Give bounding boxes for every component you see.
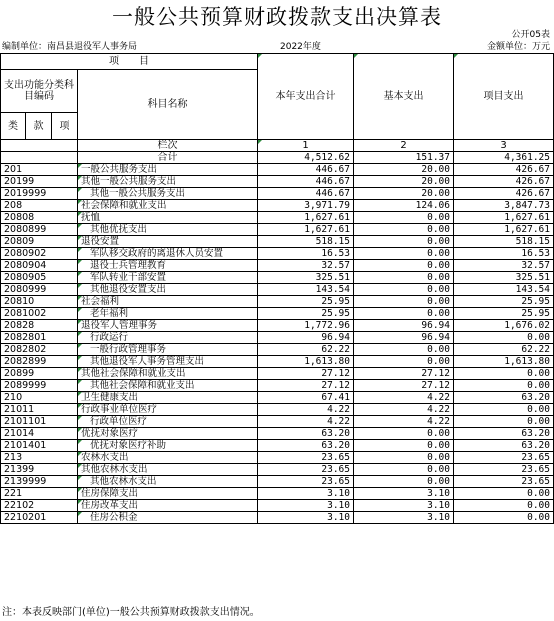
row-basic: 3.10 <box>354 512 454 524</box>
row-code: 2019999 <box>1 188 78 200</box>
row-name: 退役士兵管理教育 <box>78 260 258 272</box>
row-project: 426.67 <box>454 188 554 200</box>
row-total: 23.65 <box>258 464 354 476</box>
table-row <box>1 284 554 296</box>
row-code: 2080902 <box>1 248 78 260</box>
header-kuan: 款 <box>26 113 52 140</box>
unit-label: 金额单位：万元 <box>486 42 550 52</box>
row-name: 退役安置 <box>78 236 258 248</box>
blank-cell <box>1 140 78 152</box>
row-total: 25.95 <box>258 308 354 320</box>
row-total: 143.54 <box>258 284 354 296</box>
row-code: 20809 <box>1 236 78 248</box>
row-basic: 0.00 <box>354 344 454 356</box>
header-code: 支出功能分类科目编码 <box>1 70 78 113</box>
row-total: 96.94 <box>258 332 354 344</box>
row-basic: 20.00 <box>354 164 454 176</box>
header-lei: 类 <box>1 113 26 140</box>
table-row <box>1 320 554 332</box>
row-basic: 0.00 <box>354 428 454 440</box>
row-code: 2080899 <box>1 224 78 236</box>
row-code: 2080904 <box>1 260 78 272</box>
row-project: 1,627.61 <box>454 224 554 236</box>
row-project: 32.57 <box>454 260 554 272</box>
row-project: 426.67 <box>454 164 554 176</box>
row-name: 农林水支出 <box>78 452 258 464</box>
row-total: 3.10 <box>258 488 354 500</box>
row-basic: 0.00 <box>354 224 454 236</box>
table-row <box>1 188 554 200</box>
table-row <box>1 440 554 452</box>
row-name: 其他农林水支出 <box>78 476 258 488</box>
row-basic: 0.00 <box>354 248 454 260</box>
row-code: 2210201 <box>1 512 78 524</box>
row-code: 221 <box>1 488 78 500</box>
total-project: 4,361.25 <box>454 152 554 164</box>
table-row <box>1 392 554 404</box>
col-index-2: 2 <box>354 140 454 152</box>
page-title: 一般公共预算财政拨款支出决算表 <box>112 5 442 29</box>
row-total: 27.12 <box>258 368 354 380</box>
row-basic: 27.12 <box>354 380 454 392</box>
row-total: 518.15 <box>258 236 354 248</box>
row-project: 426.67 <box>454 176 554 188</box>
row-basic: 0.00 <box>354 296 454 308</box>
row-name: 住房保障支出 <box>78 488 258 500</box>
row-project: 0.00 <box>454 500 554 512</box>
table-row <box>1 476 554 488</box>
row-code: 20808 <box>1 212 78 224</box>
row-project: 0.00 <box>454 488 554 500</box>
row-name: 军队移交政府的离退休人员安置 <box>78 248 258 260</box>
table-row <box>1 464 554 476</box>
row-total: 23.65 <box>258 452 354 464</box>
row-basic: 3.10 <box>354 488 454 500</box>
row-name: 社会福利 <box>78 296 258 308</box>
row-project: 23.65 <box>454 464 554 476</box>
row-project: 62.22 <box>454 344 554 356</box>
row-total: 4.22 <box>258 404 354 416</box>
col-index-1: 1 <box>258 140 354 152</box>
header-basic: 基本支出 <box>354 54 454 140</box>
row-basic: 0.00 <box>354 452 454 464</box>
row-project: 0.00 <box>454 368 554 380</box>
row-name: 退役军人管理事务 <box>78 320 258 332</box>
row-name: 社会保障和就业支出 <box>78 200 258 212</box>
row-project: 325.51 <box>454 272 554 284</box>
row-total: 16.53 <box>258 248 354 260</box>
row-project: 23.65 <box>454 452 554 464</box>
table-row <box>1 356 554 368</box>
row-name: 老年福利 <box>78 308 258 320</box>
row-project: 518.15 <box>454 236 554 248</box>
table-row <box>1 248 554 260</box>
row-project: 0.00 <box>454 332 554 344</box>
row-basic: 27.12 <box>354 368 454 380</box>
header-project-exp: 项目支出 <box>454 54 554 140</box>
table-row <box>1 212 554 224</box>
row-basic: 96.94 <box>354 320 454 332</box>
row-total: 1,627.61 <box>258 212 354 224</box>
table-row <box>1 380 554 392</box>
row-code: 208 <box>1 200 78 212</box>
total-basic: 151.37 <box>354 152 454 164</box>
row-code: 22102 <box>1 500 78 512</box>
row-basic: 0.00 <box>354 212 454 224</box>
row-basic: 124.06 <box>354 200 454 212</box>
year-label: 2022年度 <box>280 42 321 52</box>
row-name: 一般行政管理事务 <box>78 344 258 356</box>
col-index-3: 3 <box>454 140 554 152</box>
row-basic: 3.10 <box>354 500 454 512</box>
row-basic: 20.00 <box>354 176 454 188</box>
row-project: 0.00 <box>454 404 554 416</box>
row-basic: 20.00 <box>354 188 454 200</box>
row-total: 446.67 <box>258 188 354 200</box>
header-project: 项 目 <box>1 54 258 70</box>
row-total: 3.10 <box>258 512 354 524</box>
row-total: 3.10 <box>258 500 354 512</box>
table-row <box>1 308 554 320</box>
row-code: 2081002 <box>1 308 78 320</box>
row-total: 32.57 <box>258 260 354 272</box>
table-row <box>1 344 554 356</box>
row-total: 446.67 <box>258 164 354 176</box>
row-code: 213 <box>1 452 78 464</box>
total-label: 合计 <box>78 152 258 164</box>
table-row <box>1 488 554 500</box>
row-total: 446.67 <box>258 176 354 188</box>
row-code: 2089999 <box>1 380 78 392</box>
row-project: 1,676.02 <box>454 320 554 332</box>
org-label: 编制单位：南昌县退役军人事务局 <box>2 42 138 52</box>
row-code: 2080999 <box>1 284 78 296</box>
row-name: 优抚对象医疗补助 <box>78 440 258 452</box>
row-total: 325.51 <box>258 272 354 284</box>
table-row <box>1 224 554 236</box>
row-code: 2139999 <box>1 476 78 488</box>
row-code: 21014 <box>1 428 78 440</box>
row-project: 23.65 <box>454 476 554 488</box>
row-project: 0.00 <box>454 512 554 524</box>
row-code: 201 <box>1 164 78 176</box>
total-amount: 4,512.62 <box>258 152 354 164</box>
row-total: 27.12 <box>258 380 354 392</box>
table-row <box>1 404 554 416</box>
row-project: 1,627.61 <box>454 212 554 224</box>
row-project: 3,847.73 <box>454 200 554 212</box>
row-name: 住房改革支出 <box>78 500 258 512</box>
table-row <box>1 512 554 524</box>
row-basic: 4.22 <box>354 392 454 404</box>
row-total: 4.22 <box>258 416 354 428</box>
row-name: 卫生健康支出 <box>78 392 258 404</box>
row-project: 16.53 <box>454 248 554 260</box>
row-project: 63.20 <box>454 392 554 404</box>
row-basic: 0.00 <box>354 272 454 284</box>
table-row <box>1 260 554 272</box>
row-code: 2101401 <box>1 440 78 452</box>
row-code: 20810 <box>1 296 78 308</box>
row-project: 0.00 <box>454 380 554 392</box>
row-name: 其他一般公共服务支出 <box>78 176 258 188</box>
row-name: 一般公共服务支出 <box>78 164 258 176</box>
form-number: 公开05表 <box>511 30 550 40</box>
row-project: 1,613.80 <box>454 356 554 368</box>
row-project: 143.54 <box>454 284 554 296</box>
table-row <box>1 164 554 176</box>
row-basic: 0.00 <box>354 440 454 452</box>
row-project: 25.95 <box>454 308 554 320</box>
row-name: 军队转业干部安置 <box>78 272 258 284</box>
header-lanci: 栏次 <box>78 140 258 152</box>
row-code: 20899 <box>1 368 78 380</box>
row-total: 63.20 <box>258 440 354 452</box>
row-total: 3,971.79 <box>258 200 354 212</box>
header-total: 本年支出合计 <box>258 54 354 140</box>
row-total: 63.20 <box>258 428 354 440</box>
blank-cell <box>1 152 78 164</box>
row-name: 行政事业单位医疗 <box>78 404 258 416</box>
expenditure-table <box>0 53 554 524</box>
row-total: 25.95 <box>258 296 354 308</box>
row-basic: 0.00 <box>354 284 454 296</box>
row-basic: 4.22 <box>354 404 454 416</box>
row-name: 优抚对象医疗 <box>78 428 258 440</box>
header-name: 科目名称 <box>78 70 258 140</box>
row-code: 2080905 <box>1 272 78 284</box>
row-name: 其他社会保障和就业支出 <box>78 368 258 380</box>
header-xiang: 项 <box>52 113 78 140</box>
table-row <box>1 416 554 428</box>
row-total: 67.41 <box>258 392 354 404</box>
row-basic: 0.00 <box>354 356 454 368</box>
row-total: 23.65 <box>258 476 354 488</box>
row-name: 其他一般公共服务支出 <box>78 188 258 200</box>
row-code: 210 <box>1 392 78 404</box>
row-basic: 0.00 <box>354 464 454 476</box>
row-project: 63.20 <box>454 428 554 440</box>
table-row <box>1 236 554 248</box>
row-basic: 4.22 <box>354 416 454 428</box>
row-name: 其他退役安置支出 <box>78 284 258 296</box>
table-row <box>1 368 554 380</box>
table-row <box>1 452 554 464</box>
row-basic: 0.00 <box>354 476 454 488</box>
row-basic: 0.00 <box>354 260 454 272</box>
row-basic: 96.94 <box>354 332 454 344</box>
footnote: 注：本表反映部门(单位)一般公共预算财政拨款支出情况。 <box>2 607 260 618</box>
row-code: 20199 <box>1 176 78 188</box>
row-code: 2082899 <box>1 356 78 368</box>
row-code: 2082801 <box>1 332 78 344</box>
table-row <box>1 296 554 308</box>
row-name: 住房公积金 <box>78 512 258 524</box>
row-name: 抚恤 <box>78 212 258 224</box>
row-name: 其他退役军人事务管理支出 <box>78 356 258 368</box>
row-code: 2101101 <box>1 416 78 428</box>
row-project: 63.20 <box>454 440 554 452</box>
table-row <box>1 332 554 344</box>
row-total: 1,772.96 <box>258 320 354 332</box>
row-name: 其他优抚支出 <box>78 224 258 236</box>
row-name: 其他农林水支出 <box>78 464 258 476</box>
row-code: 20828 <box>1 320 78 332</box>
row-project: 0.00 <box>454 416 554 428</box>
row-code: 21011 <box>1 404 78 416</box>
row-code: 2082802 <box>1 344 78 356</box>
row-total: 62.22 <box>258 344 354 356</box>
row-name: 行政运行 <box>78 332 258 344</box>
row-total: 1,627.61 <box>258 224 354 236</box>
table-row <box>1 500 554 512</box>
row-code: 21399 <box>1 464 78 476</box>
row-total: 1,613.80 <box>258 356 354 368</box>
row-project: 25.95 <box>454 296 554 308</box>
table-row <box>1 428 554 440</box>
meta-bar <box>0 41 554 53</box>
row-basic: 0.00 <box>354 236 454 248</box>
row-basic: 0.00 <box>354 308 454 320</box>
table-row <box>1 200 554 212</box>
row-name: 其他社会保障和就业支出 <box>78 380 258 392</box>
table-row <box>1 272 554 284</box>
row-name: 行政单位医疗 <box>78 416 258 428</box>
table-row <box>1 176 554 188</box>
